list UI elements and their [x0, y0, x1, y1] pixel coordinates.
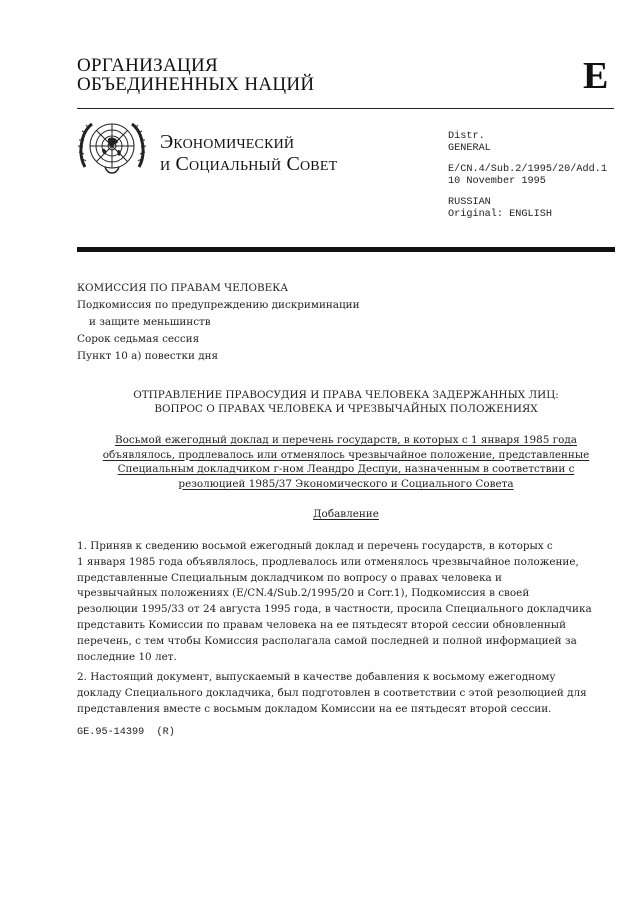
document-subtitle: [77, 433, 615, 491]
paragraph-line: последние 10 лет.: [77, 650, 177, 663]
council-line-2: и Социальный Совет: [160, 153, 338, 175]
document-symbol: E/CN.4/Sub.2/1995/20/Add.1: [448, 164, 607, 175]
paragraph-line: представленные Специальным докладчиком по вопросу о правах человека и: [77, 571, 502, 584]
council-line-1: Экономический: [160, 131, 295, 153]
subtitle-line-2: объявлялось, продлевалось или отменялось чрезвычайное положение, представленные: [102, 448, 590, 461]
un-emblem-icon: [78, 117, 146, 179]
paragraph-line: 2. Настоящий документ, выпускаемый в качестве добавления к восьмому ежегодному: [77, 671, 556, 683]
session-info: [77, 280, 360, 365]
paragraph-line: представления вместе с восьмым докладом Комиссии на ее пятьдесят второй сессии.: [77, 702, 552, 715]
document-title: [77, 388, 615, 416]
paragraph-line: резолюции 1995/33 от 24 августа 1995 года, в частности, просила Специального докладчика: [77, 603, 592, 616]
title-line-1: ОТПРАВЛЕНИЕ ПРАВОСУДИЯ И ПРАВА ЧЕЛОВЕКА ЗАДЕРЖАННЫХ ЛИЦ:: [133, 389, 559, 401]
distr-label: Distr.: [448, 131, 485, 142]
paragraph-line: 1. Приняв к сведению восьмой ежегодный доклад и перечень государств, в которых с: [77, 540, 553, 552]
document-metadata: [448, 131, 607, 220]
org-line-2: ОБЪЕДИНЕННЫХ НАЦИЙ: [77, 74, 315, 95]
original-language: Original: ENGLISH: [448, 208, 552, 220]
paragraph-2: [77, 670, 587, 717]
subcommission-line-1: Подкомиссия по предупреждению дискриминации: [77, 299, 360, 311]
document-date: 10 November 1995: [448, 175, 546, 187]
header-rule: [77, 108, 614, 109]
title-line-2: ВОПРОС О ПРАВАХ ЧЕЛОВЕКА И ЧРЕЗВЫЧАЙНЫХ ПОЛОЖЕНИЯХ: [154, 403, 538, 415]
header-thick-rule: [77, 247, 615, 252]
paragraph-line: перечень, с тем чтобы Комиссия располагала самой последней и полной информацией за: [77, 634, 577, 647]
subtitle-line-3: Специальным докладчиком г-ном Леандро Деспуи, назначенным в соответствии с: [117, 463, 575, 475]
org-line-1: ОРГАНИЗАЦИЯ: [77, 55, 219, 76]
document-language: RUSSIAN: [448, 197, 491, 208]
paragraph-line: чрезвычайных положениях (E/CN.4/Sub.2/1995/20 и Corr.1), Подкомиссия в своей: [77, 587, 530, 600]
session-number: Сорок седьмая сессия: [77, 333, 200, 345]
paragraph-line: 1 января 1985 года объявлялось, продлевалось или отменялось чрезвычайное положение,: [77, 555, 579, 568]
addendum-heading: Добавление: [313, 508, 379, 520]
agenda-item: Пункт 10 а) повестки дня: [77, 350, 219, 362]
organization-name: [77, 56, 314, 94]
paragraph-1: [77, 539, 592, 665]
paragraph-line: представить Комиссии по правам человека на ее пятьдесят второй сессии обновленный: [77, 618, 566, 631]
subcommission-line-2: и защите меньшинств: [89, 316, 211, 328]
paragraph-line: докладу Специального докладчика, был подготовлен в соответствии с этой резолюцией для: [77, 686, 587, 699]
job-number: GE.95-14399 (R): [77, 727, 175, 738]
commission-name: КОМИССИЯ ПО ПРАВАМ ЧЕЛОВЕКА: [77, 282, 289, 294]
subtitle-line-4: резолюцией 1985/37 Экономического и Социального Совета: [178, 477, 514, 490]
subtitle-line-1: Восьмой ежегодный доклад и перечень государств, в которых с 1 января 1985 года: [115, 434, 577, 446]
council-name: [160, 131, 337, 175]
language-letter: E: [583, 55, 609, 97]
distr-value: GENERAL: [448, 142, 491, 154]
